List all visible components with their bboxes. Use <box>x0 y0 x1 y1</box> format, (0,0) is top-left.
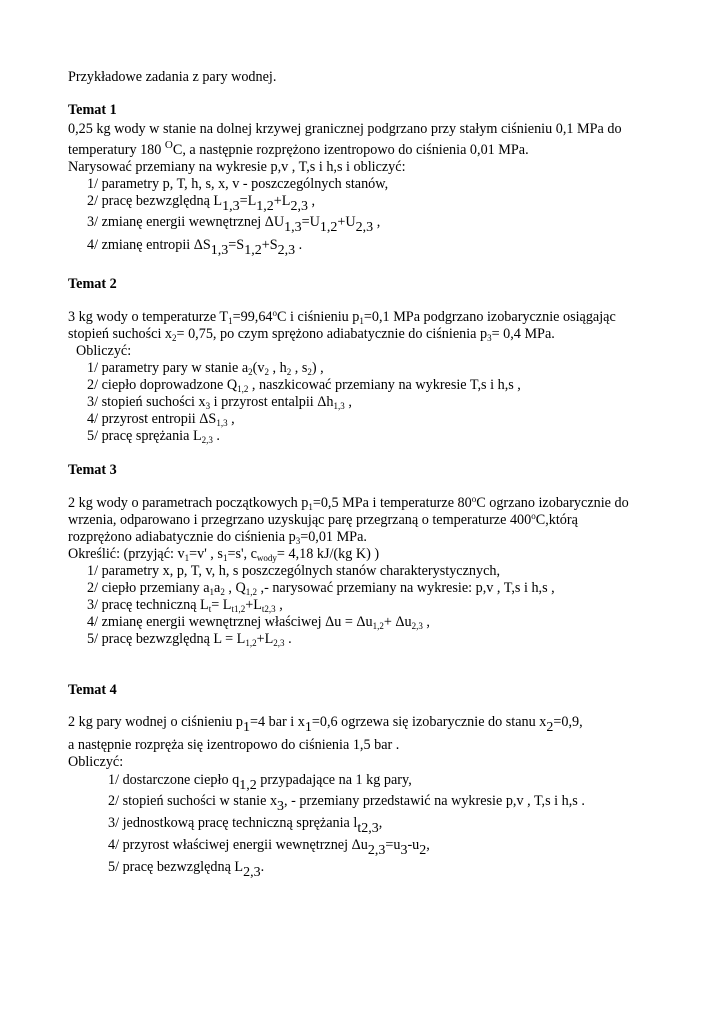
temat-1-text-line-2: temperatury 180 $^O$C, a następnie rozprężono izentropowo do ciśnienia 0,01 MPa. <box>68 139 529 158</box>
temat-2-task-2: 2/ ciepło doprowadzone $Q_{1,2}$ , naszkicować przemiany na wykresie T,s i h,s , <box>87 377 521 394</box>
temat-4-obliczyc-label: Obliczyć: <box>68 754 124 770</box>
temat-4-task-2: 2/ stopień suchości w stanie $x_3$, - przemiany przedstawić na wykresie p,v , T,s i h,s . <box>108 793 585 814</box>
temat-2-task-4: 4/ przyrost entropii $\Delta S_{1,3}$ , <box>87 411 235 428</box>
temat-4-task-1: 1/ dostarczone ciepło $q_{1,2}$ przypadające na 1 kg pary, <box>108 772 412 793</box>
temat-3-task-3: 3/ pracę techniczną $L_t= L_{t1,2}+L_{t2,3}$ , <box>87 597 283 614</box>
temat-3-text-line-3: rozprężono adiabatycznie do ciśnienia $p_3=0,01$ MPa. <box>68 529 367 546</box>
temat-3-task-1: 1/ parametry x, p, T, v, h, s poszczególnych stanów charakterystycznych, <box>87 563 501 579</box>
temat-1-text-line-1: 0,25 kg wody w stanie na dolnej krzywej granicznej podgrzano przy stałym ciśnieniu 0,1 MPa do <box>68 121 622 137</box>
temat-4-text-line-2: a następnie rozpręża się izentropowo do ciśnienia 1,5 bar . <box>68 737 400 753</box>
temat-3-okreslic-line: Określić: (przyjąć: $v_1=v'$ , $s_1=s'$, $c_{wody}= 4,18$ kJ/(kg K) ) <box>68 546 380 563</box>
temat-4-task-5: 5/ pracę bezwzględną $L_{2,3}$. <box>108 859 265 880</box>
temat-3-task-4: 4/ zmianę energii wewnętrznej właściwej $\Delta u = \Delta u_{1,2}+ \Delta u_{2,3}$ , <box>87 614 430 631</box>
temat-1-task-4: 4/ zmianę entropii $\Delta S_{1,3}=S_{1,2}+S_{2,3}$ . <box>87 237 303 258</box>
temat-3-task-2: 2/ ciepło przemiany $a_1a_2$ , $Q_{1,2}$ ,- narysować przemiany na wykresie: p,v , T,s i h,s , <box>87 580 555 597</box>
temat-2-obliczyc-label: Obliczyć: <box>76 343 132 359</box>
section-heading-temat-2: Temat 2 <box>68 276 117 292</box>
temat-1-text-line-3: Narysować przemiany na wykresie p,v , T,s i h,s i obliczyć: <box>68 159 406 175</box>
temat-1-task-3: 3/ zmianę energii wewnętrznej $\Delta U_{1,3}=U_{1,2}+U_{2,3}$ , <box>87 214 381 235</box>
temat-2-task-1: 1/ parametry pary w stanie $a_2(v_2$ , $h_2$ , $s_2$) , <box>87 360 324 377</box>
temat-3-text-line-2: wrzenia, odparowano i przegrzano uzyskując parę przegrzaną o temperaturze 400$^o$C,którą <box>68 511 578 528</box>
temat-2-text-line-1: 3 kg wody o temperaturze $T_1=99,64^oC$ i ciśnieniu $p_1=0,1$ MPa podgrzano izobarycznie osiągając <box>68 308 616 326</box>
temat-2-task-3: 3/ stopień suchości $x_3$ i przyrost entalpii $\Delta h_{1,3}$ , <box>87 394 352 411</box>
section-heading-temat-4: Temat 4 <box>68 682 117 698</box>
temat-2-task-5: 5/ pracę sprężania $L_{2,3}$ . <box>87 428 220 445</box>
temat-4-task-4: 4/ przyrost właściwej energii wewnętrznej $\Delta u_{2,3}=u_3-u_2$, <box>108 837 430 858</box>
section-heading-temat-3: Temat 3 <box>68 462 117 478</box>
document-header: Przykładowe zadania z pary wodnej. <box>68 69 277 85</box>
temat-4-task-3: 3/ jednostkową pracę techniczną sprężania $l_{t2,3}$, <box>108 815 383 836</box>
temat-1-task-2: 2/ pracę bezwzględną $L_{1,3}=L_{1,2}+L_{2,3}$ , <box>87 193 316 214</box>
temat-4-text-line-1: 2 kg pary wodnej o ciśnieniu $p_1=4$ bar i $x_1=0,6$ ogrzewa się izobarycznie do stanu $x_2=0,9$, <box>68 714 583 735</box>
temat-3-text-line-1: 2 kg wody o parametrach początkowych $p_1=0,5$ MPa i temperaturze 80$^o$C ogrzano izobarycznie do <box>68 494 629 512</box>
temat-2-text-line-2: stopień suchości $x_2= 0,75$, po czym sprężono adiabatycznie do ciśnienia $p_3= 0,4$ MPa. <box>68 326 555 343</box>
section-heading-temat-1: Temat 1 <box>68 102 117 118</box>
temat-1-task-1: 1/ parametry p, T, h, s, x, v - poszczególnych stanów, <box>87 176 389 192</box>
temat-3-task-5: 5/ pracę bezwzględną $L = L_{1,2}+L_{2,3}$ . <box>87 631 292 648</box>
